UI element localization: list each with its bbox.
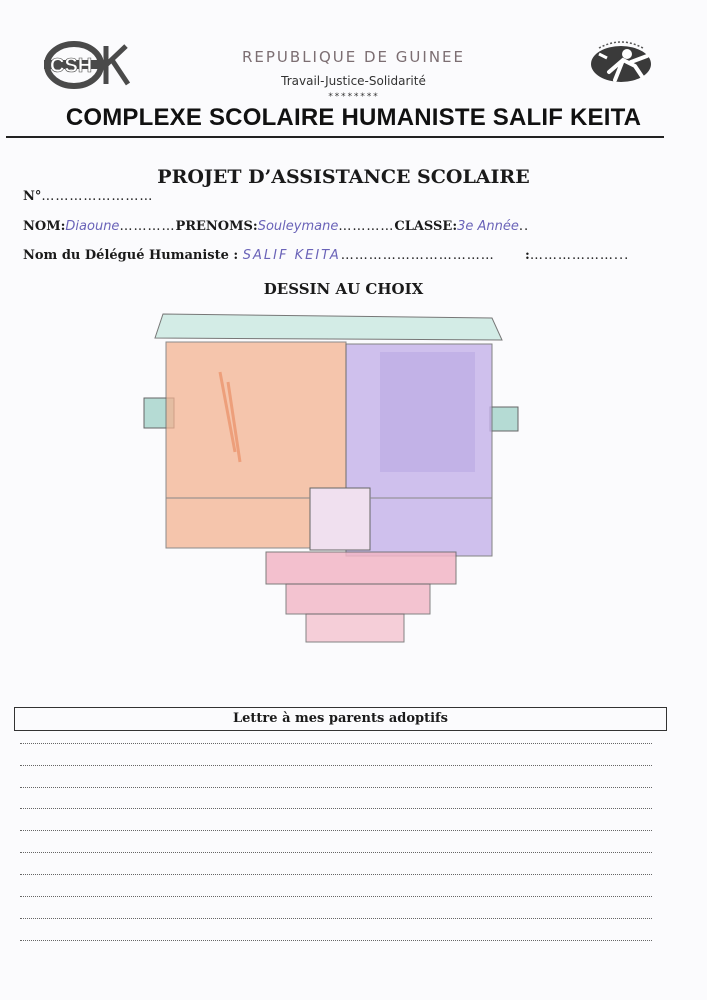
secondary-field-dots: ………………... bbox=[529, 248, 630, 263]
form-title: PROJET D’ASSISTANCE SCOLAIRE bbox=[157, 166, 530, 188]
delegue-dots: …………………………… bbox=[340, 248, 495, 263]
letter-line[interactable] bbox=[20, 896, 652, 897]
letter-line[interactable] bbox=[20, 918, 652, 919]
letter-line[interactable] bbox=[20, 940, 652, 941]
nom-dots: ………… bbox=[119, 219, 176, 234]
secondary-field[interactable] bbox=[525, 248, 629, 263]
school-name: COMPLEXE SCOLAIRE HUMANISTE SALIF KEITA bbox=[65, 104, 642, 131]
delegue-label: Nom du Délégué Humaniste : bbox=[23, 248, 239, 263]
drawing-title: DESSIN AU CHOIX bbox=[263, 280, 424, 298]
letter-line[interactable] bbox=[20, 852, 652, 853]
prenoms-value[interactable]: Souleymane bbox=[257, 219, 339, 234]
letter-header-box bbox=[14, 707, 667, 731]
nom-value[interactable]: Diaoune bbox=[65, 219, 120, 234]
number-field[interactable] bbox=[23, 189, 153, 204]
prenoms-dots: ………… bbox=[338, 219, 395, 234]
identity-row bbox=[23, 219, 529, 234]
letter-line[interactable] bbox=[20, 874, 652, 875]
delegue-value[interactable]: SALIF KEITA bbox=[242, 248, 341, 263]
letter-line[interactable] bbox=[20, 765, 652, 766]
prenoms-label: PRENOMS: bbox=[175, 219, 258, 234]
classe-dots: .. bbox=[518, 219, 530, 234]
nom-label: NOM: bbox=[23, 219, 66, 234]
national-motto: Travail-Justice-Solidarité bbox=[281, 74, 426, 88]
secondary-field-label: : bbox=[525, 248, 530, 263]
letter-line[interactable] bbox=[20, 743, 652, 744]
svg-text:CSH: CSH bbox=[50, 55, 93, 77]
letter-title: Lettre à mes parents adoptifs bbox=[233, 711, 448, 726]
letter-line[interactable] bbox=[20, 808, 652, 809]
header-rule bbox=[6, 136, 664, 138]
country-name: REPUBLIQUE DE GUINEE bbox=[241, 48, 466, 66]
classe-value[interactable]: 3e Année bbox=[457, 219, 519, 234]
letter-line[interactable] bbox=[20, 787, 652, 788]
classe-label: CLASSE: bbox=[394, 219, 458, 234]
house-drawing bbox=[140, 312, 525, 652]
number-dots: …………………… bbox=[41, 189, 154, 204]
number-label: N° bbox=[23, 189, 42, 204]
letter-line[interactable] bbox=[20, 830, 652, 831]
star-divider: ******** bbox=[327, 92, 380, 102]
delegate-row bbox=[23, 248, 495, 263]
